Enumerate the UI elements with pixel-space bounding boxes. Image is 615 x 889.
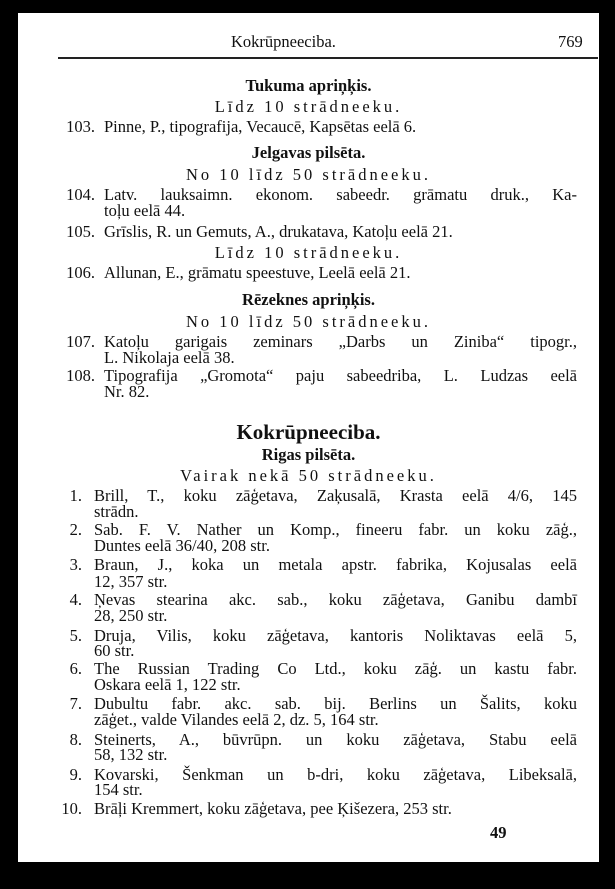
entry-text-line: Kovarski, Šenkman un b-dri, koku zāģetava, Libeksalā, <box>94 765 577 784</box>
entry-text-line: Nr. 82. <box>104 382 150 401</box>
entry-number: 8. <box>69 730 82 749</box>
section-subheading: Līdz 10 strādneeku. <box>214 243 403 262</box>
section-heading: Rēzeknes apriņķis. <box>242 290 375 309</box>
entry-text-line: Dubultu fabr. akc. sab. bij. Berlins un Šalits, koku <box>94 694 577 713</box>
entry-text-line: Brāļi Kremmert, koku zāģetava, pee Ķišezera, 253 str. <box>94 799 452 818</box>
entry-text-line: 154 str. <box>94 780 143 799</box>
entry-text-line: zāģet., valde Vilandes eelā 2, dz. 5, 164 str. <box>94 710 379 729</box>
entry-number: 105. <box>66 222 95 241</box>
entry-text-line: 28, 250 str. <box>94 606 168 625</box>
entry-number: 6. <box>69 659 82 678</box>
entry-number: 5. <box>69 626 82 645</box>
header-rule <box>58 57 598 59</box>
section-heading: Jelgavas pilsēta. <box>251 143 366 162</box>
entry-text-line: toļu eelā 44. <box>104 201 186 220</box>
entry-text-line: Katoļu garigais zeminars „Darbs un Ziniba“ tipogr., <box>104 332 577 351</box>
signature-mark: 49 <box>490 823 507 842</box>
entry-number: 106. <box>66 263 95 282</box>
entry-text-line: strādn. <box>94 502 139 521</box>
page-number: 769 <box>558 32 583 51</box>
entry-number: 108. <box>66 366 95 385</box>
entry-number: 3. <box>69 555 82 574</box>
entry-text-line: Oskara eelā 1, 122 str. <box>94 675 241 694</box>
entry-number: 4. <box>69 590 82 609</box>
entry-text-line: Duntes eelā 36/40, 208 str. <box>94 536 270 555</box>
chapter-city: Rigas pilsēta. <box>261 445 356 464</box>
entry-number: 2. <box>69 520 82 539</box>
entry-number: 9. <box>69 765 82 784</box>
entry-number: 1. <box>69 486 82 505</box>
section-subheading: No 10 līdz 50 strādneeku. <box>185 165 431 184</box>
chapter-subheading: Vairak nekā 50 strādneeku. <box>180 466 437 485</box>
entry-number: 104. <box>66 185 95 204</box>
entry-text-line: Tipografija „Gromota“ paju sabeedriba, L. Ludzas eelā <box>104 366 577 385</box>
section-subheading: No 10 līdz 50 strādneeku. <box>185 312 431 331</box>
running-header-title: Kokrūpneeciba. <box>231 32 336 51</box>
entry-text-line: 60 str. <box>94 641 135 660</box>
entry-text-line: The Russian Trading Co Ltd., koku zāģ. un kastu fabr. <box>94 659 577 678</box>
entry-text-line: Druja, Vilis, koku zāģetava, kantoris Noliktavas eelā 5, <box>94 626 577 645</box>
entry-number: 10. <box>61 799 82 818</box>
entry-text-line: 58, 132 str. <box>94 745 168 764</box>
section-heading: Tukuma apriņķis. <box>245 76 372 95</box>
entry-number: 103. <box>66 117 95 136</box>
entry-text-line: Steinerts, A., būvrūpn. un koku zāģetava, Stabu eelā <box>94 730 577 749</box>
entry-text-line: Allunan, E., grāmatu speestuve, Leelā eelā 21. <box>104 263 411 282</box>
entry-text-line: Pinne, P., tipografija, Vecaucē, Kapsētas eelā 6. <box>104 117 417 136</box>
entry-text-line: Ņevas stearina akc. sab., koku zāģetava, Ganibu dambī <box>94 590 577 609</box>
entry-number: 107. <box>66 332 95 351</box>
section-subheading: Līdz 10 strādneeku. <box>214 97 403 116</box>
entry-text-line: Brill, T., koku zāģetava, Zaķusalā, Krasta eelā 4/6, 145 <box>94 486 577 505</box>
entry-text-line: Latv. lauksaimn. ekonom. sabeedr. grāmatu druk., Ka- <box>104 185 577 204</box>
entry-text-line: Grīslis, R. un Gemuts, A., drukatava, Katoļu eelā 21. <box>104 222 453 241</box>
entry-text-line: Sab. F. V. Nather un Komp., fineeru fabr. un koku zāģ., <box>94 520 577 539</box>
entry-number: 7. <box>69 694 82 713</box>
chapter-title: Kokrūpneeciba. <box>236 420 381 444</box>
entry-text-line: L. Nikolaja eelā 38. <box>104 348 235 367</box>
entry-text-line: 12, 357 str. <box>94 572 168 591</box>
document-page <box>18 13 599 862</box>
entry-text-line: Braun, J., koka un metala apstr. fabrika, Kojusalas eelā <box>94 555 577 574</box>
